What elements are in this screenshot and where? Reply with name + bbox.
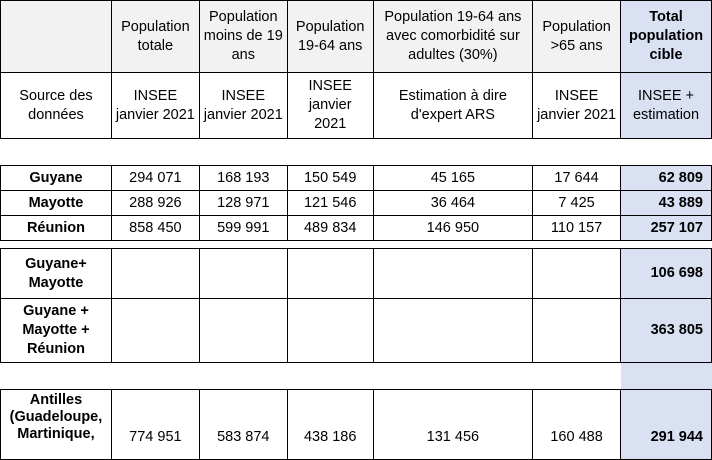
total-cell: 43 889 xyxy=(621,191,712,216)
table-cell: 45 165 xyxy=(373,166,532,191)
table-cell: 17 644 xyxy=(533,166,621,191)
total-cell: 363 805 xyxy=(621,299,712,363)
header-population-totale: Population totale xyxy=(111,1,199,73)
total-cell: 291 944 xyxy=(621,390,712,460)
table-row xyxy=(1,390,712,460)
table-cell: 774 951 xyxy=(111,390,199,460)
table-cell: 288 926 xyxy=(111,191,199,216)
header-population-19-64: Population 19-64 ans xyxy=(287,1,373,73)
sources-row xyxy=(1,73,712,139)
row-label: Antilles (Guadeloupe, Martinique, xyxy=(1,390,112,460)
table-row xyxy=(1,166,712,191)
table-cell: 599 991 xyxy=(199,216,287,241)
empty-cell xyxy=(533,249,621,299)
empty-cell xyxy=(111,299,199,363)
table-cell: 168 193 xyxy=(199,166,287,191)
empty-cell xyxy=(199,299,287,363)
empty-cell xyxy=(373,299,532,363)
table-cell: 146 950 xyxy=(373,216,532,241)
spacer xyxy=(1,363,621,390)
table-row xyxy=(1,299,712,363)
row-label: Guyane+ Mayotte xyxy=(1,249,112,299)
table-row xyxy=(1,249,712,299)
table-cell: 489 834 xyxy=(287,216,373,241)
empty-cell xyxy=(287,299,373,363)
header-population-comorbidite: Population 19-64 ans avec comorbidité sur adultes (30%) xyxy=(373,1,532,73)
empty-cell xyxy=(533,299,621,363)
spacer xyxy=(621,363,712,390)
table-cell: 7 425 xyxy=(533,191,621,216)
table-cell: 583 874 xyxy=(199,390,287,460)
header-row xyxy=(1,1,712,73)
gap-row xyxy=(1,241,712,249)
table-cell: 110 157 xyxy=(533,216,621,241)
table-cell: 160 488 xyxy=(533,390,621,460)
table-cell: 150 549 xyxy=(287,166,373,191)
sources-label: Source des données xyxy=(1,73,112,139)
table-cell: 121 546 xyxy=(287,191,373,216)
total-cell: 106 698 xyxy=(621,249,712,299)
empty-cell xyxy=(287,249,373,299)
source-cell: INSEE janvier 2021 xyxy=(111,73,199,139)
total-cell: 257 107 xyxy=(621,216,712,241)
row-label: Réunion xyxy=(1,216,112,241)
gap-row xyxy=(1,363,712,390)
spacer xyxy=(1,241,712,249)
source-cell-total: INSEE + estimation xyxy=(621,73,712,139)
header-corner xyxy=(1,1,112,73)
row-label: Guyane + Mayotte + Réunion xyxy=(1,299,112,363)
row-label: Guyane xyxy=(1,166,112,191)
empty-cell xyxy=(111,249,199,299)
table-cell: 36 464 xyxy=(373,191,532,216)
source-cell: Estimation à dire d'expert ARS xyxy=(373,73,532,139)
table-cell: 858 450 xyxy=(111,216,199,241)
total-cell: 62 809 xyxy=(621,166,712,191)
table-row xyxy=(1,216,712,241)
empty-cell xyxy=(199,249,287,299)
source-cell: INSEE janvier 2021 xyxy=(533,73,621,139)
gap-row xyxy=(1,139,712,166)
table-cell: 131 456 xyxy=(373,390,532,460)
header-total-population-cible: Total population cible xyxy=(621,1,712,73)
spacer xyxy=(1,139,712,166)
header-population-65-plus: Population >65 ans xyxy=(533,1,621,73)
row-label: Mayotte xyxy=(1,191,112,216)
table-row xyxy=(1,191,712,216)
header-population-moins-19: Population moins de 19 ans xyxy=(199,1,287,73)
table-cell: 128 971 xyxy=(199,191,287,216)
source-cell: INSEE janvier 2021 xyxy=(199,73,287,139)
table-cell: 294 071 xyxy=(111,166,199,191)
source-cell: INSEE janvier 2021 xyxy=(287,73,373,139)
empty-cell xyxy=(373,249,532,299)
table-cell: 438 186 xyxy=(287,390,373,460)
